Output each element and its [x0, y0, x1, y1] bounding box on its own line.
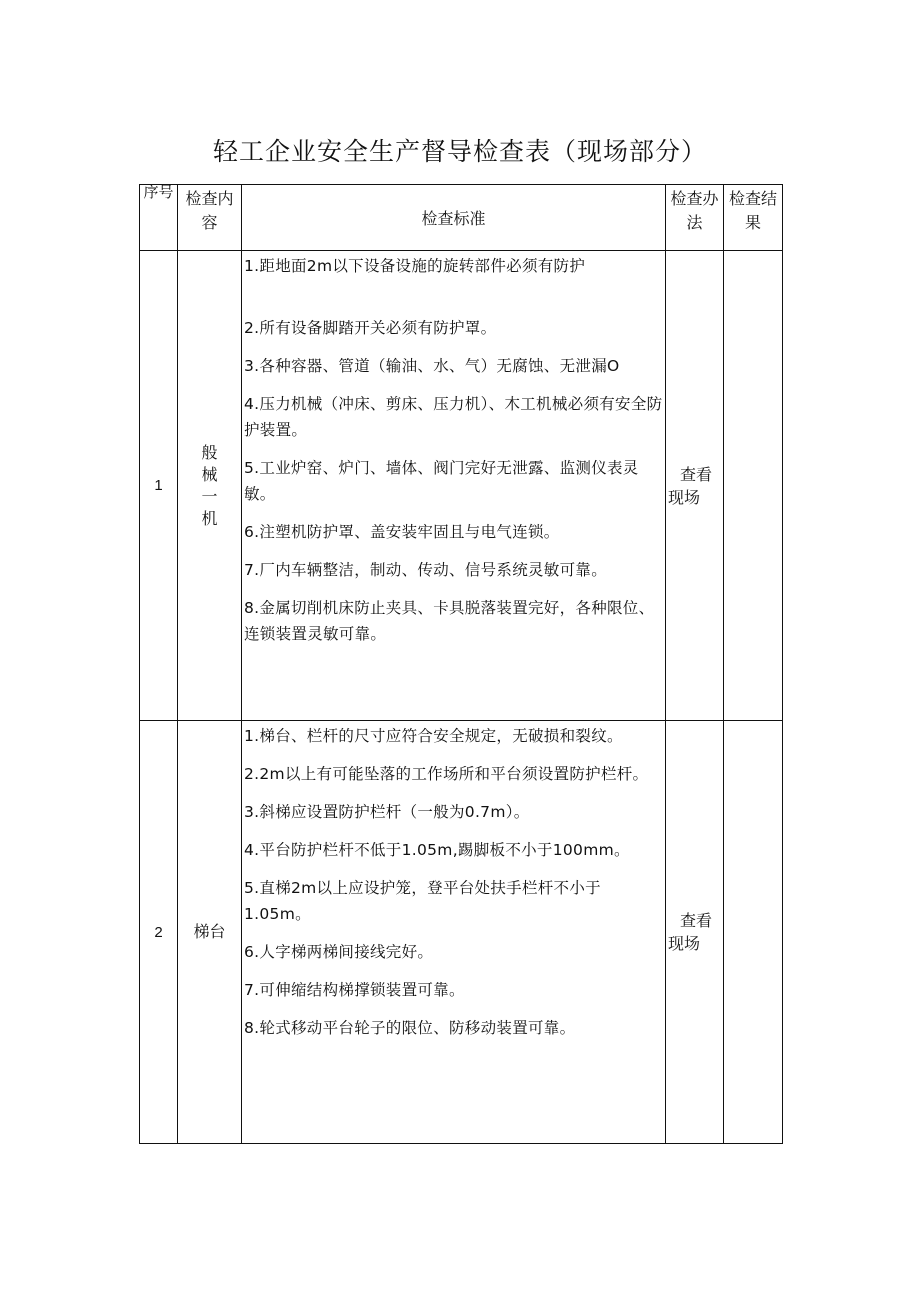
check-content	[178, 251, 242, 721]
check-method	[666, 251, 724, 721]
method-text: 查看	[680, 911, 713, 930]
standard-item: 3.斜梯应设置防护栏杆（一般为0.7m）。	[244, 803, 530, 821]
method-text: 现场	[668, 487, 701, 507]
check-method	[666, 721, 724, 1144]
inspection-table	[139, 184, 783, 1144]
standard-item: 5.直梯2m以上应设护笼，登平台处扶手栏杆不小于1.05m。	[244, 879, 601, 923]
header-content: 检查内容	[178, 185, 242, 251]
header-result: 检查结果	[724, 185, 783, 251]
method-text: 查看	[680, 464, 713, 484]
check-result-cell[interactable]	[724, 721, 783, 1144]
check-result-cell[interactable]	[724, 251, 783, 721]
standard-item: 1.距地面2m以下设备设施的旋转部件必须有防护	[244, 257, 586, 275]
standard-item: 4.平台防护栏杆不低于1.05m,踢脚板不小于100mm。	[244, 841, 630, 859]
check-standard	[242, 721, 666, 1144]
table-row	[140, 251, 783, 721]
page-title: 轻工企业安全生产督导检查表（现场部分）	[212, 137, 707, 166]
method-text: 现场	[668, 934, 701, 953]
standard-item: 3.各种容器、管道（输油、水、气）无腐蚀、无泄漏O	[244, 357, 620, 375]
content-char: 般	[201, 442, 218, 462]
content-char: 机	[201, 508, 218, 528]
content-char: 一	[201, 486, 218, 506]
standard-item: 6.人字梯两梯间接线完好。	[244, 943, 434, 961]
standard-item: 7.厂内车辆整洁，制动、传动、信号系统灵敏可靠。	[244, 561, 607, 579]
check-content: 梯台	[178, 721, 242, 1144]
table-header-row	[140, 185, 783, 251]
standard-item: 5.工业炉窑、炉门、墙体、阀门完好无泄露、监测仪表灵敏。	[244, 459, 639, 503]
standard-item: 2.2m以上有可能坠落的工作场所和平台须设置防护栏杆。	[244, 765, 649, 783]
check-standard	[242, 251, 666, 721]
header-method: 检查办法	[666, 185, 724, 251]
row-number: 2	[140, 721, 178, 1144]
standard-item: 7.可伸缩结构梯撑锁装置可靠。	[244, 981, 465, 999]
header-standard: 检查标准	[242, 185, 666, 251]
row-number: 1	[140, 251, 178, 721]
standard-item: 2.所有设备脚踏开关必须有防护罩。	[244, 319, 497, 337]
standard-item: 1.梯台、栏杆的尺寸应符合安全规定，无破损和裂纹。	[244, 727, 623, 745]
standard-item: 8.轮式移动平台轮子的限位、防移动装置可靠。	[244, 1019, 576, 1037]
standard-item: 4.压力机械（冲床、剪床、压力机）、木工机械必须有安全防护装置。	[244, 395, 663, 439]
standard-item: 8.金属切削机床防止夹具、卡具脱落装置完好，各种限位、连锁装置灵敏可靠。	[244, 599, 655, 643]
content-char: 械	[201, 464, 218, 484]
table-row	[140, 721, 783, 1144]
standard-item: 6.注塑机防护罩、盖安装牢固且与电气连锁。	[244, 523, 560, 541]
header-no: 序号	[140, 185, 178, 251]
